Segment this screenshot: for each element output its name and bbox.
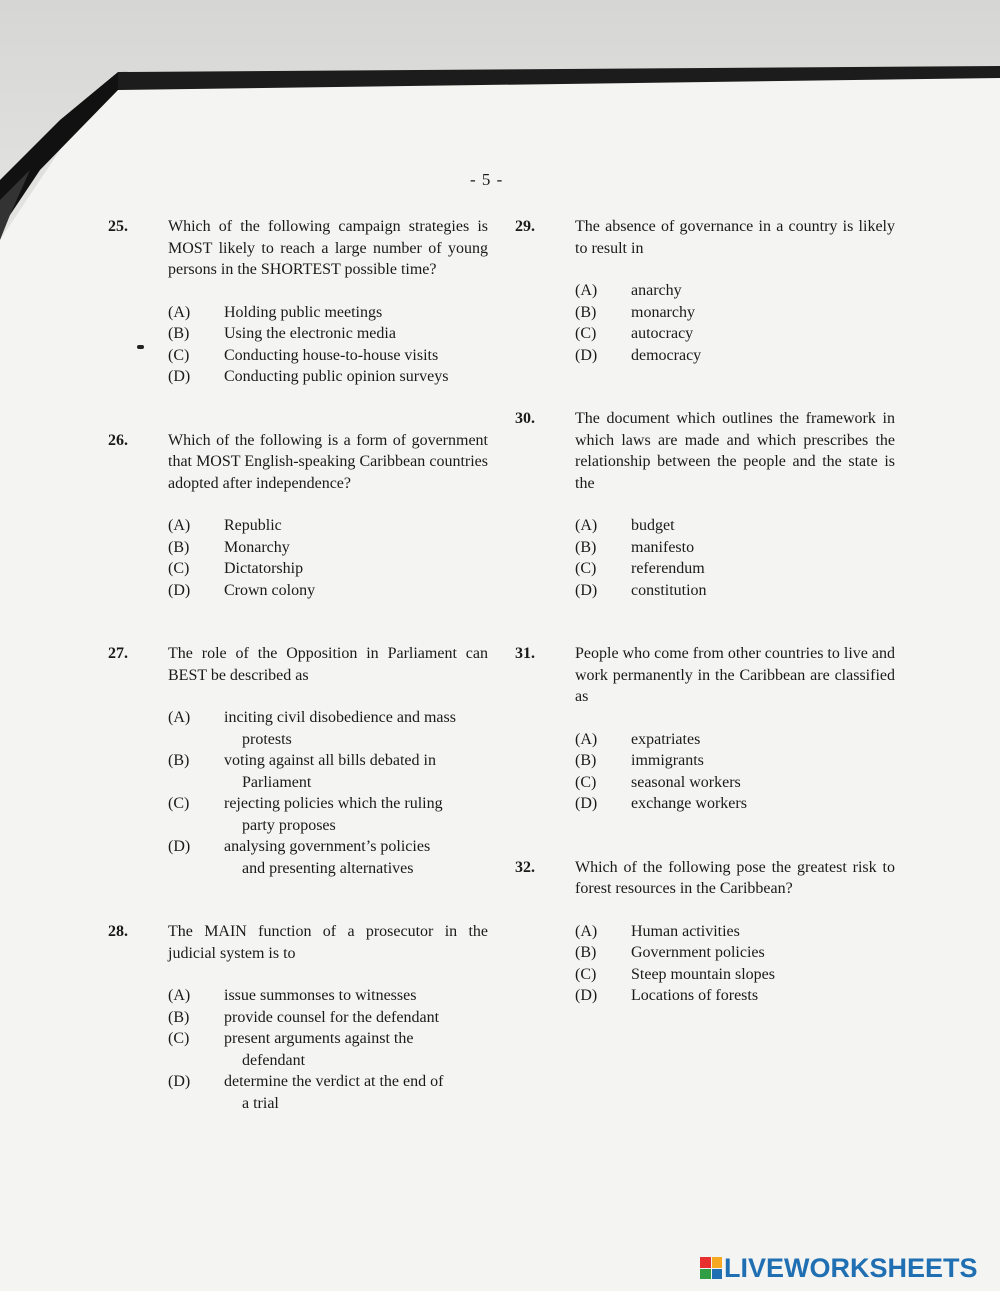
option-text-line: present arguments against the xyxy=(224,1030,414,1047)
logo-square-red xyxy=(700,1257,711,1268)
answer-options xyxy=(168,985,488,1114)
option-d[interactable] xyxy=(168,580,488,602)
option-text-line: defendant xyxy=(242,1051,306,1069)
option-c[interactable] xyxy=(168,793,488,836)
question-number: 30. xyxy=(515,410,535,427)
option-text: provide counsel for the defendant xyxy=(224,1008,440,1026)
option-c[interactable] xyxy=(575,772,895,794)
logo-square-orange xyxy=(712,1257,723,1268)
option-label: (B) xyxy=(575,752,597,769)
option-d[interactable] xyxy=(575,985,895,1007)
option-text: monarchy xyxy=(631,303,695,321)
liveworksheets-logo[interactable] xyxy=(700,1254,978,1282)
option-label: (B) xyxy=(575,303,597,321)
option-label: (A) xyxy=(168,517,191,534)
answer-options xyxy=(168,302,488,388)
question-text: Which of the following campaign strategies is MOST likely to reach a large number of young persons in the SHORTEST possible time? xyxy=(168,218,488,278)
option-text: Government policies xyxy=(631,944,765,961)
option-text: anarchy xyxy=(631,282,682,299)
option-text: manifesto xyxy=(631,538,695,556)
question-number: 25. xyxy=(108,218,128,235)
option-text-line: rejecting policies which the ruling xyxy=(224,795,443,812)
question-number: 28. xyxy=(108,923,128,940)
option-label: (D) xyxy=(575,346,598,364)
question-32 xyxy=(515,857,895,1007)
answer-options xyxy=(575,921,895,1007)
option-label: (C) xyxy=(575,965,597,983)
question-number: 31. xyxy=(515,645,535,662)
option-text xyxy=(224,793,488,836)
option-a[interactable] xyxy=(168,985,488,1007)
option-label: (C) xyxy=(575,560,597,577)
option-text: Conducting public opinion surveys xyxy=(224,368,449,385)
option-d[interactable] xyxy=(168,366,488,388)
option-label: (B) xyxy=(168,1008,190,1026)
question-27 xyxy=(108,643,488,879)
option-text: immigrants xyxy=(631,752,704,769)
question-text: The role of the Opposition in Parliament can BEST be described as xyxy=(168,645,488,684)
option-label: (A) xyxy=(575,730,598,748)
option-text: Using the electronic media xyxy=(224,325,396,342)
question-text: People who come from other countries to live and work permanently in the Caribbean are classified as xyxy=(575,645,895,705)
option-text: Republic xyxy=(224,517,282,534)
option-label: (B) xyxy=(168,752,190,769)
option-a[interactable] xyxy=(168,515,488,537)
option-label: (C) xyxy=(168,1030,190,1047)
question-number: 29. xyxy=(515,218,535,235)
option-label: (D) xyxy=(575,581,598,599)
option-text: seasonal workers xyxy=(631,773,741,791)
option-b[interactable] xyxy=(168,537,488,559)
option-text xyxy=(224,707,488,750)
option-label: (D) xyxy=(575,795,598,812)
option-c[interactable] xyxy=(168,1028,488,1071)
option-text-line: inciting civil disobedience and mass xyxy=(224,709,456,726)
option-text: Human activities xyxy=(631,922,740,940)
option-b[interactable] xyxy=(168,323,488,345)
page-number: - 5 - xyxy=(470,170,504,189)
option-text: Holding public meetings xyxy=(224,303,383,321)
option-c[interactable] xyxy=(168,558,488,580)
option-label: (A) xyxy=(168,303,191,321)
option-label: (B) xyxy=(168,325,190,342)
question-text: The MAIN function of a prosecutor in the judicial system is to xyxy=(168,923,488,962)
answer-options xyxy=(575,729,895,815)
option-text xyxy=(224,1028,488,1071)
option-text: autocracy xyxy=(631,325,694,342)
option-label: (C) xyxy=(168,795,190,812)
answer-options xyxy=(575,280,895,366)
liveworksheets-logo-icon xyxy=(700,1257,722,1279)
option-label: (A) xyxy=(168,709,191,726)
option-text: Dictatorship xyxy=(224,560,304,577)
question-29 xyxy=(515,216,895,366)
option-label: (D) xyxy=(168,1073,191,1090)
option-a[interactable] xyxy=(168,707,488,750)
question-number: 27. xyxy=(108,645,128,662)
left-column xyxy=(108,216,488,1114)
option-d[interactable] xyxy=(575,580,895,602)
question-text: The absence of governance in a country is likely to result in xyxy=(575,218,895,257)
logo-square-green xyxy=(700,1269,711,1280)
option-d[interactable] xyxy=(168,1071,488,1114)
option-d[interactable] xyxy=(575,345,895,367)
option-text-line: analysing government’s policies xyxy=(224,838,431,855)
option-d[interactable] xyxy=(575,793,895,815)
question-text: The document which outlines the framework in which laws are made and which prescribes the relationship between the people and the state is the xyxy=(575,410,895,492)
question-31 xyxy=(515,643,895,815)
option-label: (B) xyxy=(168,538,190,556)
option-text-line: determine the verdict at the end of xyxy=(224,1073,444,1090)
option-b[interactable] xyxy=(575,942,895,964)
option-text: Monarchy xyxy=(224,538,290,556)
answer-options xyxy=(575,515,895,601)
question-text: Which of the following is a form of government that MOST English-speaking Caribbean countries adopted after independence? xyxy=(168,431,488,492)
option-label: (B) xyxy=(575,944,597,961)
option-label: (D) xyxy=(168,581,191,599)
option-text: budget xyxy=(631,517,675,534)
question-number: 26. xyxy=(108,431,128,449)
answer-options xyxy=(168,515,488,601)
option-label: (C) xyxy=(575,773,597,791)
option-a[interactable] xyxy=(575,921,895,943)
option-a[interactable] xyxy=(575,515,895,537)
option-c[interactable] xyxy=(575,558,895,580)
option-c[interactable] xyxy=(575,323,895,345)
question-30 xyxy=(515,408,895,601)
option-label: (B) xyxy=(575,538,597,556)
option-text xyxy=(224,750,488,793)
option-label: (D) xyxy=(168,368,191,385)
option-text: democracy xyxy=(631,346,702,364)
option-text-line: voting against all bills debated in xyxy=(224,752,436,769)
question-28 xyxy=(108,921,488,1114)
option-label: (A) xyxy=(168,987,191,1004)
option-c[interactable] xyxy=(575,964,895,986)
option-label: (C) xyxy=(575,325,597,342)
logo-square-blue xyxy=(712,1269,723,1280)
option-a[interactable] xyxy=(575,729,895,751)
answer-options xyxy=(168,707,488,879)
option-text: issue summonses to witnesses xyxy=(224,987,417,1004)
option-b[interactable] xyxy=(168,1007,488,1029)
option-text: expatriates xyxy=(631,730,701,748)
option-text-line: protests xyxy=(242,730,292,748)
option-b[interactable] xyxy=(168,750,488,793)
option-text: Steep mountain slopes xyxy=(631,965,775,983)
option-label: (A) xyxy=(575,517,598,534)
option-b[interactable] xyxy=(575,302,895,324)
option-text-line: and presenting alternatives xyxy=(242,859,414,877)
option-b[interactable] xyxy=(575,750,895,772)
option-text: constitution xyxy=(631,581,707,599)
option-text xyxy=(224,1071,488,1114)
option-label: (C) xyxy=(168,560,190,577)
option-text-line: Parliament xyxy=(242,773,312,791)
option-text xyxy=(224,836,488,879)
question-text: Which of the following pose the greatest risk to forest resources in the Caribbean? xyxy=(575,858,895,897)
option-label: (D) xyxy=(168,838,191,855)
right-column xyxy=(515,216,895,1007)
option-b[interactable] xyxy=(575,537,895,559)
option-text-line: a trial xyxy=(242,1094,279,1112)
option-text: referendum xyxy=(631,560,705,577)
option-a[interactable] xyxy=(168,302,488,324)
option-label: (A) xyxy=(575,922,598,940)
question-25 xyxy=(108,216,488,388)
option-c[interactable] xyxy=(168,345,488,367)
logo-text: LIVEWORKSHEETS xyxy=(724,1252,978,1283)
question-26 xyxy=(108,430,488,602)
option-text: exchange workers xyxy=(631,795,747,812)
question-number: 32. xyxy=(515,858,535,876)
option-label: (D) xyxy=(575,987,598,1004)
option-text: Locations of forests xyxy=(631,987,759,1004)
option-label: (C) xyxy=(168,346,190,364)
option-text: Conducting house-to-house visits xyxy=(224,346,439,364)
option-d[interactable] xyxy=(168,836,488,879)
option-text: Crown colony xyxy=(224,581,316,599)
option-label: (A) xyxy=(575,282,598,299)
option-a[interactable] xyxy=(575,280,895,302)
option-text-line: party proposes xyxy=(242,816,336,834)
